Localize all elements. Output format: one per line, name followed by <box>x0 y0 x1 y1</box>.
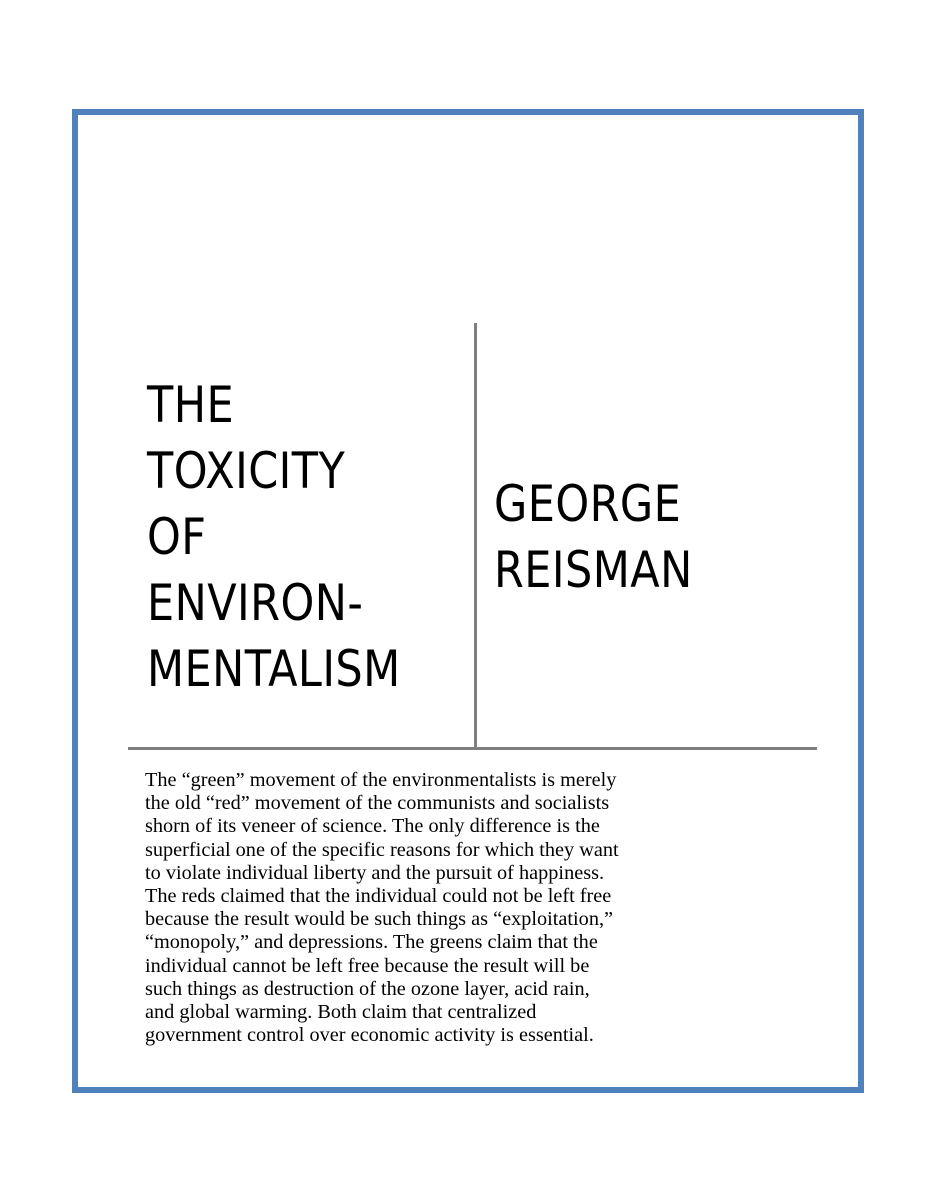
blurb-line: superficial one of the specific reasons for which they want <box>145 838 619 861</box>
blurb-line: “monopoly,” and depressions. The greens claim that the <box>145 931 598 954</box>
horizontal-divider <box>128 747 817 750</box>
book-title-line: OF <box>147 508 207 566</box>
book-title-line: TOXICITY <box>147 442 346 500</box>
blurb-line: individual cannot be left free because the result will be <box>145 954 590 977</box>
cover-blurb <box>145 769 665 1047</box>
author-name-line: REISMAN <box>494 541 693 599</box>
blurb-line: shorn of its veneer of science. The only difference is the <box>145 815 600 838</box>
book-title-line: THE <box>147 376 235 434</box>
blurb-line: and global warming. Both claim that centralized <box>145 1001 537 1024</box>
blurb-line: because the result would be such things as “exploitation,” <box>145 908 614 931</box>
blurb-line: government control over economic activity is essential. <box>145 1024 594 1047</box>
blurb-line: the old “red” movement of the communists and socialists <box>145 792 610 815</box>
blurb-line: such things as destruction of the ozone layer, acid rain, <box>145 977 590 1000</box>
book-title <box>147 372 467 702</box>
author-name <box>494 471 814 603</box>
blurb-line: to violate individual liberty and the pursuit of happiness. <box>145 861 605 884</box>
book-title-line: MENTALISM <box>147 640 401 698</box>
author-name-line: GEORGE <box>494 475 682 533</box>
blurb-line: The “green” movement of the environmentalists is merely <box>145 769 617 791</box>
vertical-divider <box>474 323 477 750</box>
book-title-line: ENVIRON- <box>147 574 364 632</box>
blurb-line: The reds claimed that the individual could not be left free <box>145 885 612 908</box>
